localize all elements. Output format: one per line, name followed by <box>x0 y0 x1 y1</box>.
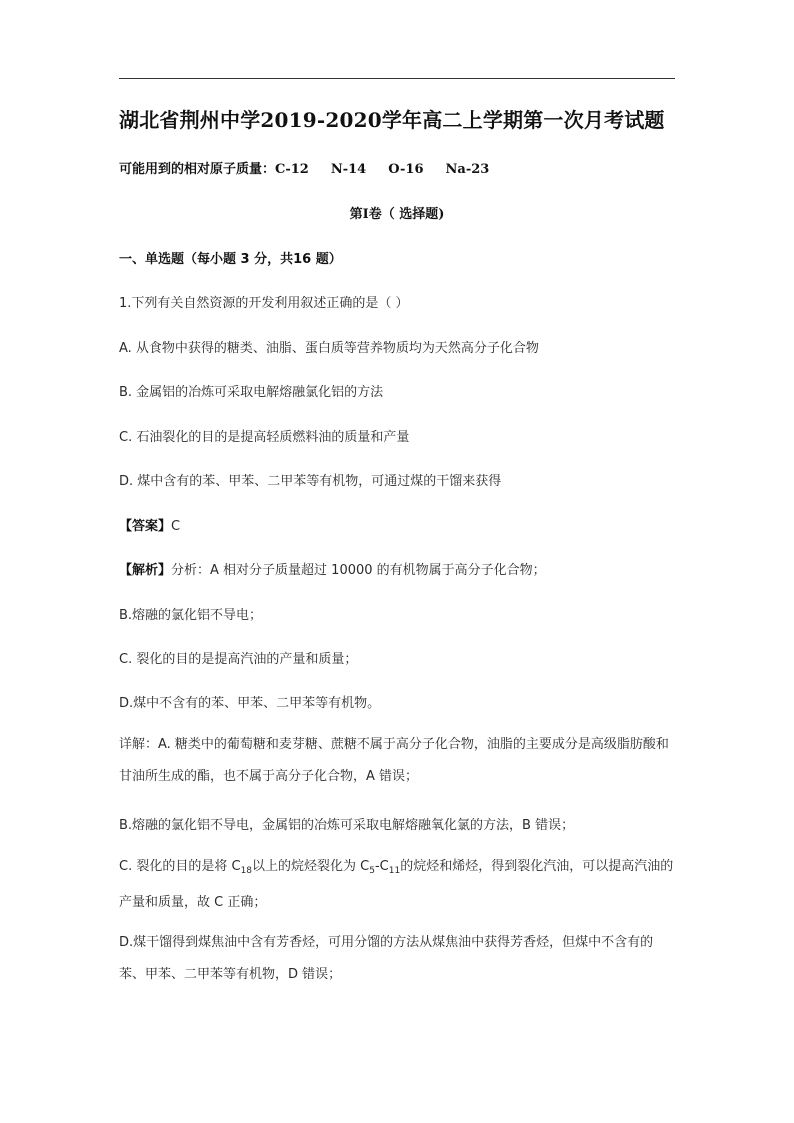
analysis-label: 【解析】 <box>119 563 172 578</box>
answer-line <box>119 515 180 534</box>
atomic-mass-o: O-16 <box>388 162 424 177</box>
atomic-mass-na: Na-23 <box>445 162 490 177</box>
answer-value: C <box>171 519 181 534</box>
page-title: 湖北省荆州中学2019-2020学年高二上学期第一次月考试题 <box>119 108 665 132</box>
analysis-text-1: 分析：A 相对分子质量超过 10000 的有机物属于高分子化合物； <box>171 563 546 578</box>
detail-c: C. 裂化的目的是将 $C_{18}$以上的烷烃裂化为 $C_5-C_{11}$的烷烃和烯烃，得到裂化汽油，可以提高汽油的产量和质量，故 C 正确； <box>119 859 674 910</box>
part-heading: 一、单选题（每小题 3 分，共16 题） <box>119 252 342 267</box>
detail-b: B.熔融的氯化铝不导电，金属铝的冶炼可采取电解熔融氧化氯的方法，B 错误； <box>119 818 575 833</box>
analysis-line-2: B.熔融的氯化铝不导电； <box>119 608 263 623</box>
option-b: B. 金属铝的冶炼可采取电解熔融氯化铝的方法 <box>119 385 384 400</box>
analysis-line-1 <box>119 559 546 578</box>
header-rule <box>119 78 675 79</box>
atomic-mass-line <box>119 158 489 177</box>
section-title: 第Ⅰ卷（ 选择题) <box>349 207 445 222</box>
analysis-line-4: D.煤中不含有的苯、甲苯、二甲苯等有机物。 <box>119 696 381 711</box>
atomic-mass-c: C-12 <box>275 162 309 177</box>
question-stem: 1.下列有关自然资源的开发利用叙述正确的是（ ） <box>119 296 409 311</box>
analysis-line-3: C. 裂化的目的是提高汽油的产量和质量； <box>119 652 358 667</box>
detail-d: D.煤干馏得到煤焦油中含有芳香烃，可用分馏的方法从煤焦油中获得芳香烃，但煤中不含有的苯、甲苯、二甲苯等有机物，D 错误； <box>119 935 654 982</box>
option-c: C. 石油裂化的目的是提高轻质燃料油的质量和产量 <box>119 430 410 445</box>
atomic-mass-label: 可能用到的相对原子质量： <box>119 162 276 177</box>
answer-label: 【答案】 <box>119 519 172 534</box>
option-d: D. 煤中含有的苯、甲苯、二甲苯等有机物，可通过煤的干馏来获得 <box>119 474 502 489</box>
option-a: A. 从食物中获得的糖类、油脂、蛋白质等营养物质均为天然高分子化合物 <box>119 341 539 356</box>
detail-a: 详解：A. 糖类中的葡萄糖和麦芽糖、蔗糖不属于高分子化合物，油脂的主要成分是高级脂肪酸和甘油所生成的酯，也不属于高分子化合物，A 错误； <box>119 737 669 784</box>
atomic-mass-n: N-14 <box>330 162 367 177</box>
